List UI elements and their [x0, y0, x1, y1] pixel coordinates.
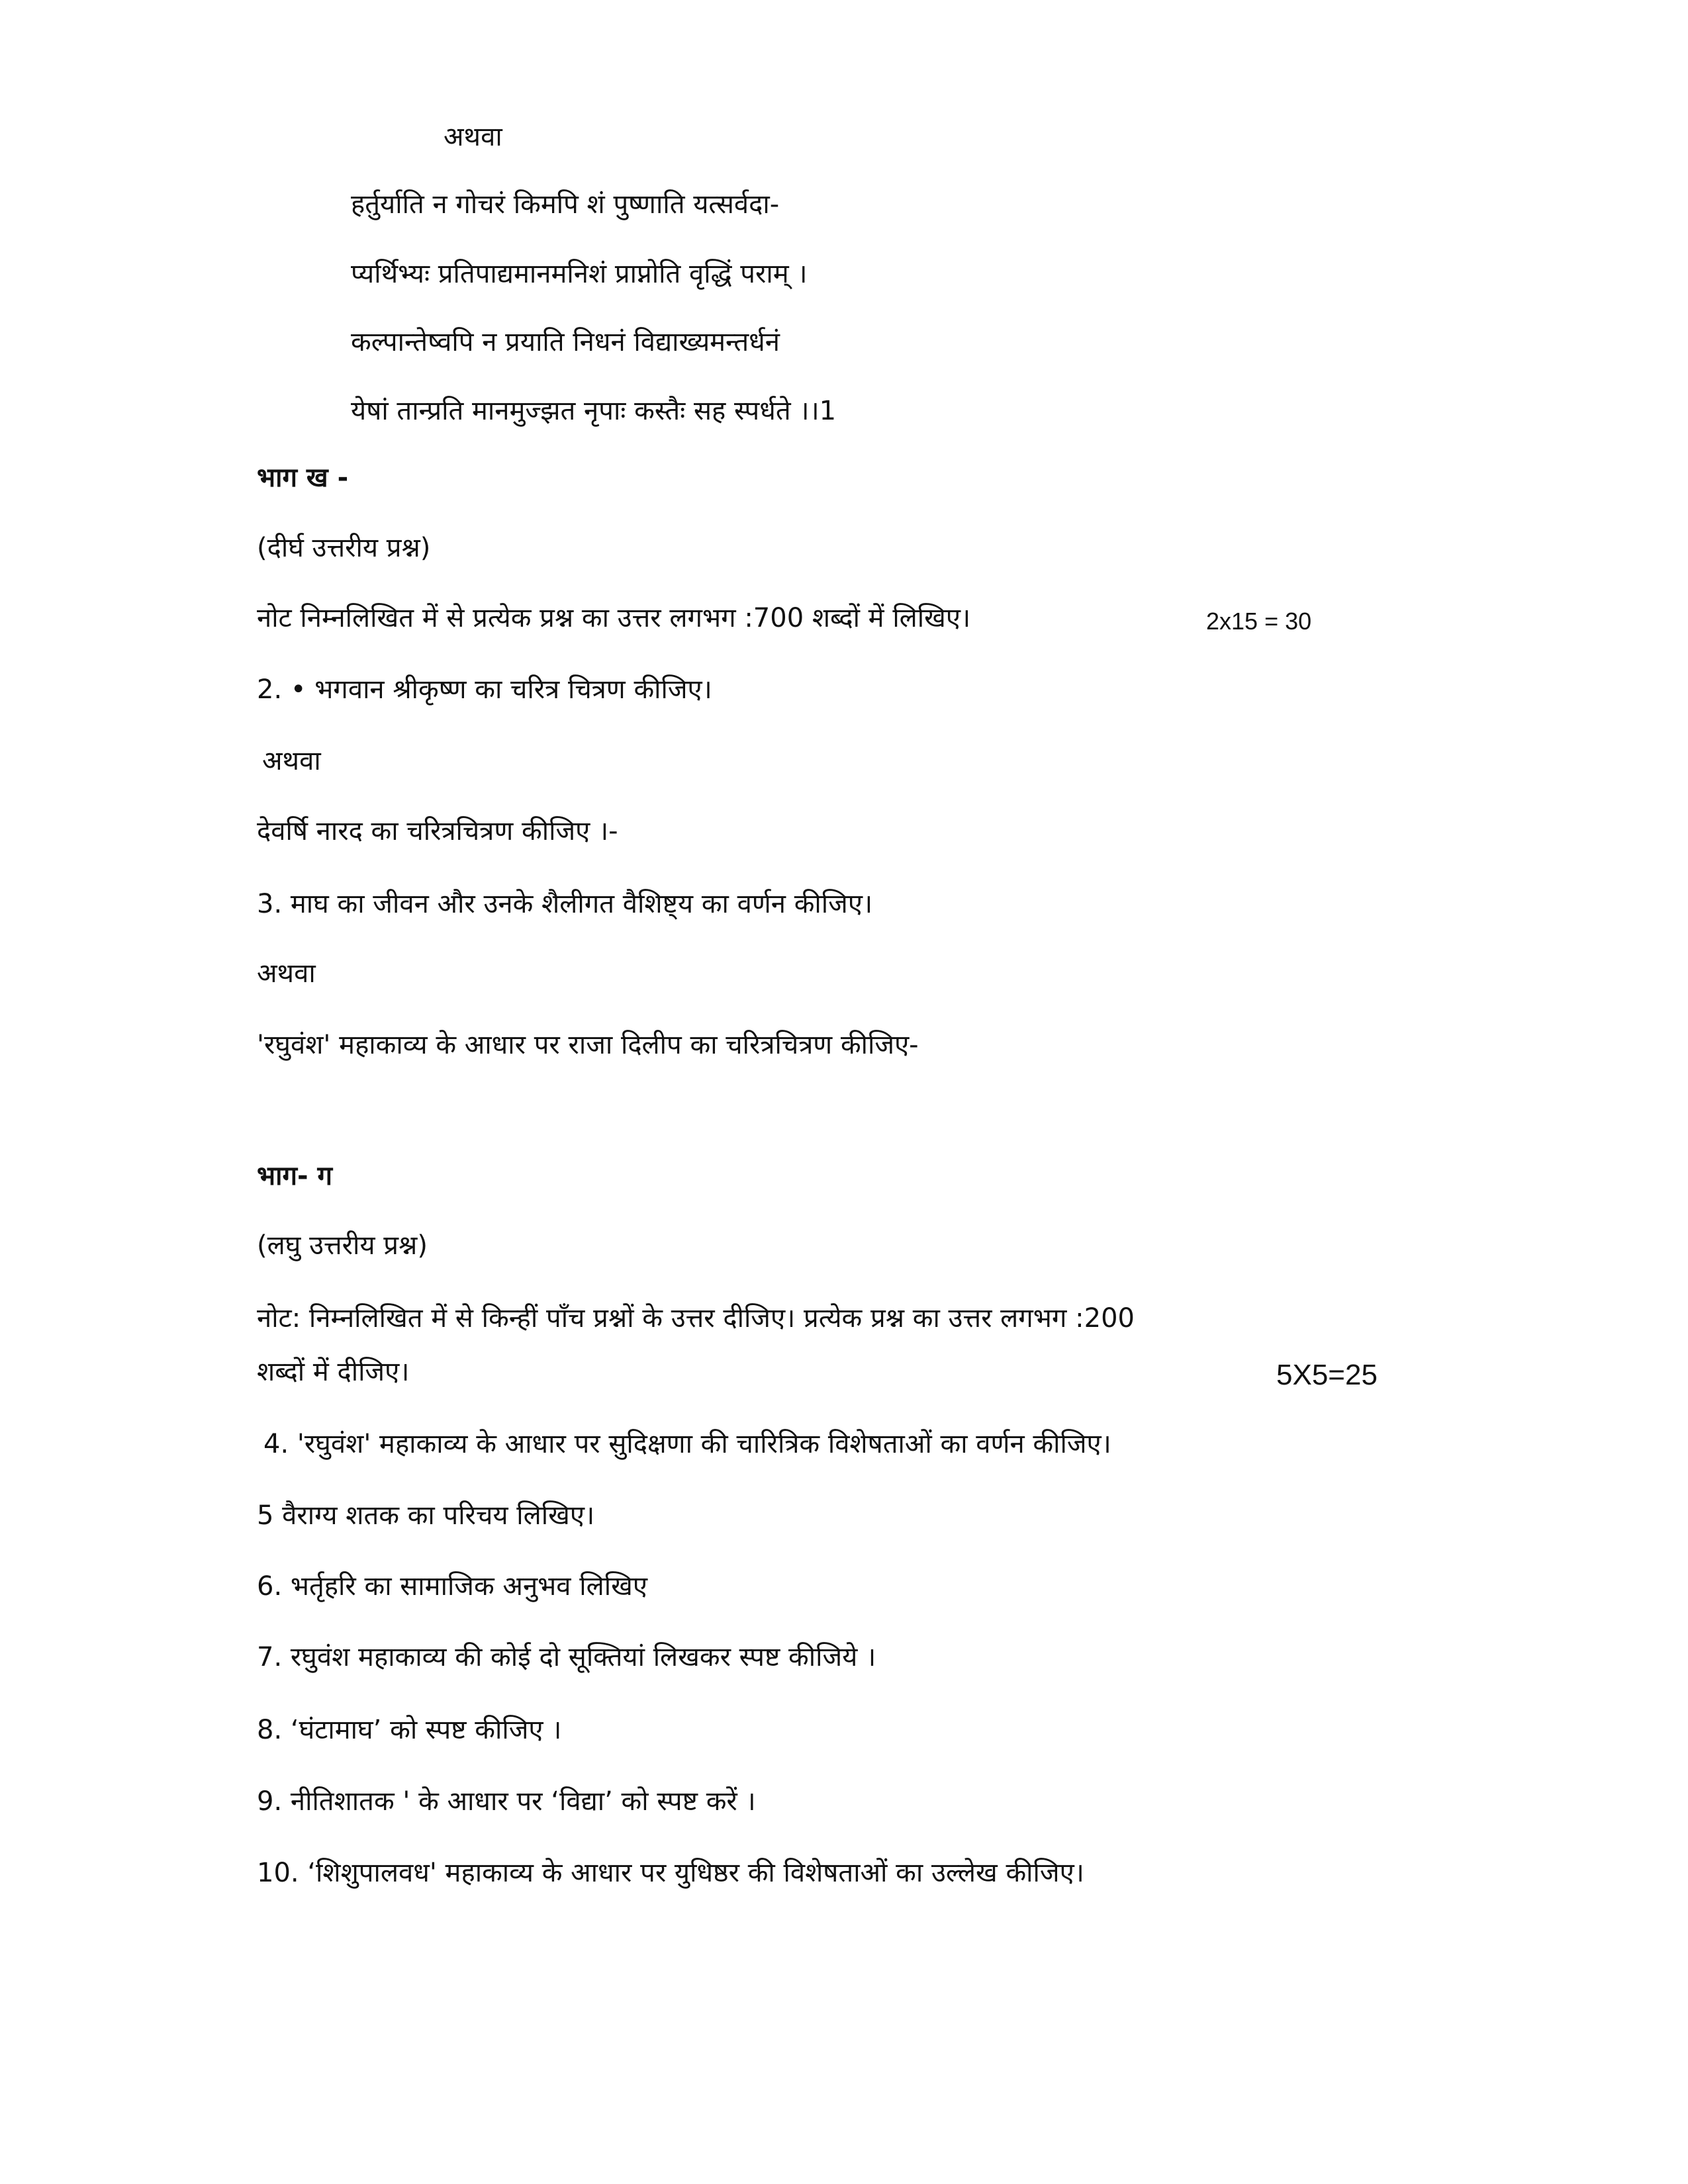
question-2-or: अथवा [262, 746, 321, 776]
section-b-note: नोट निम्नलिखित में से प्रत्येक प्रश्न का उत्तर लगभग :700 शब्दों में लिखिए। [257, 603, 971, 633]
question-6: 6. भर्तृहरि का सामाजिक अनुभव लिखिए [257, 1571, 647, 1602]
question-3-or: अथवा [257, 958, 316, 989]
section-c-subheading: (लघु उत्तरीय प्रश्न) [257, 1230, 428, 1261]
section-c-heading: भाग- ग [257, 1161, 333, 1191]
question-8: 8. ‘घंटामाघ’ को स्पष्ट कीजिए । [257, 1715, 562, 1745]
section-b-subheading: (दीर्घ उत्तरीय प्रश्न) [257, 533, 431, 563]
verse-line-3: कल्पान्तेष्वपि न प्रयाति निधनं विद्याख्यमन्तर्धनं [351, 327, 780, 357]
question-9: 9. नीतिशातक ' के आधार पर ‘विद्या’ को स्पष्ट करें । [257, 1786, 756, 1817]
section-c-marks: 5X5=25 [1276, 1359, 1378, 1391]
question-3-alternative: 'रघुवंश' महाकाव्य के आधार पर राजा दिलीप का चरित्रचित्रण कीजिए- [257, 1030, 919, 1060]
section-b-heading: भाग ख - [257, 463, 349, 493]
question-5: 5 वैराग्य शतक का परिचय लिखिए। [257, 1500, 595, 1531]
section-c-note-line-2: शब्दों में दीजिए। [257, 1357, 410, 1387]
question-2: 2. • भगवान श्रीकृष्ण का चरित्र चित्रण कीजिए। [257, 674, 712, 705]
question-4: 4. 'रघुवंश' महाकाव्य के आधार पर सुदिक्षणा की चारित्रिक विशेषताओं का वर्णन कीजिए। [263, 1429, 1111, 1459]
section-c-note-line-1: नोट: निम्नलिखित में से किन्हीं पाँच प्रश्नों के उत्तर दीजिए। प्रत्येक प्रश्न का उत्तर लगभग :200 [257, 1303, 1135, 1334]
verse-line-2: प्यर्थिभ्यः प्रतिपाद्यमानमनिशं प्राप्नोति वृद्धिं पराम् । [351, 259, 808, 289]
question-10: 10. ‘शिशुपालवध' महाकाव्य के आधार पर युधिष्ठर की विशेषताओं का उल्लेख कीजिए। [257, 1858, 1084, 1888]
verse-athava: अथवा [444, 122, 502, 152]
question-2-alternative: देवर्षि नारद का चरित्रचित्रण कीजिए ।- [257, 816, 618, 846]
question-7: 7. रघुवंश महाकाव्य की कोई दो सूक्तियां लिखकर स्पष्ट कीजिये । [257, 1642, 876, 1672]
verse-line-1: हर्तुर्याति न गोचरं किमपि शं पुष्णाति यत्सर्वदा- [351, 189, 780, 220]
section-b-marks: 2x15 = 30 [1206, 608, 1312, 635]
question-3: 3. माघ का जीवन और उनके शैलीगत वैशिष्ट्य का वर्णन कीजिए। [257, 889, 873, 919]
verse-line-4: येषां तान्प्रति मानमुज्झत नृपाः कस्तैः सह स्पर्धते ।।1 [351, 396, 837, 426]
